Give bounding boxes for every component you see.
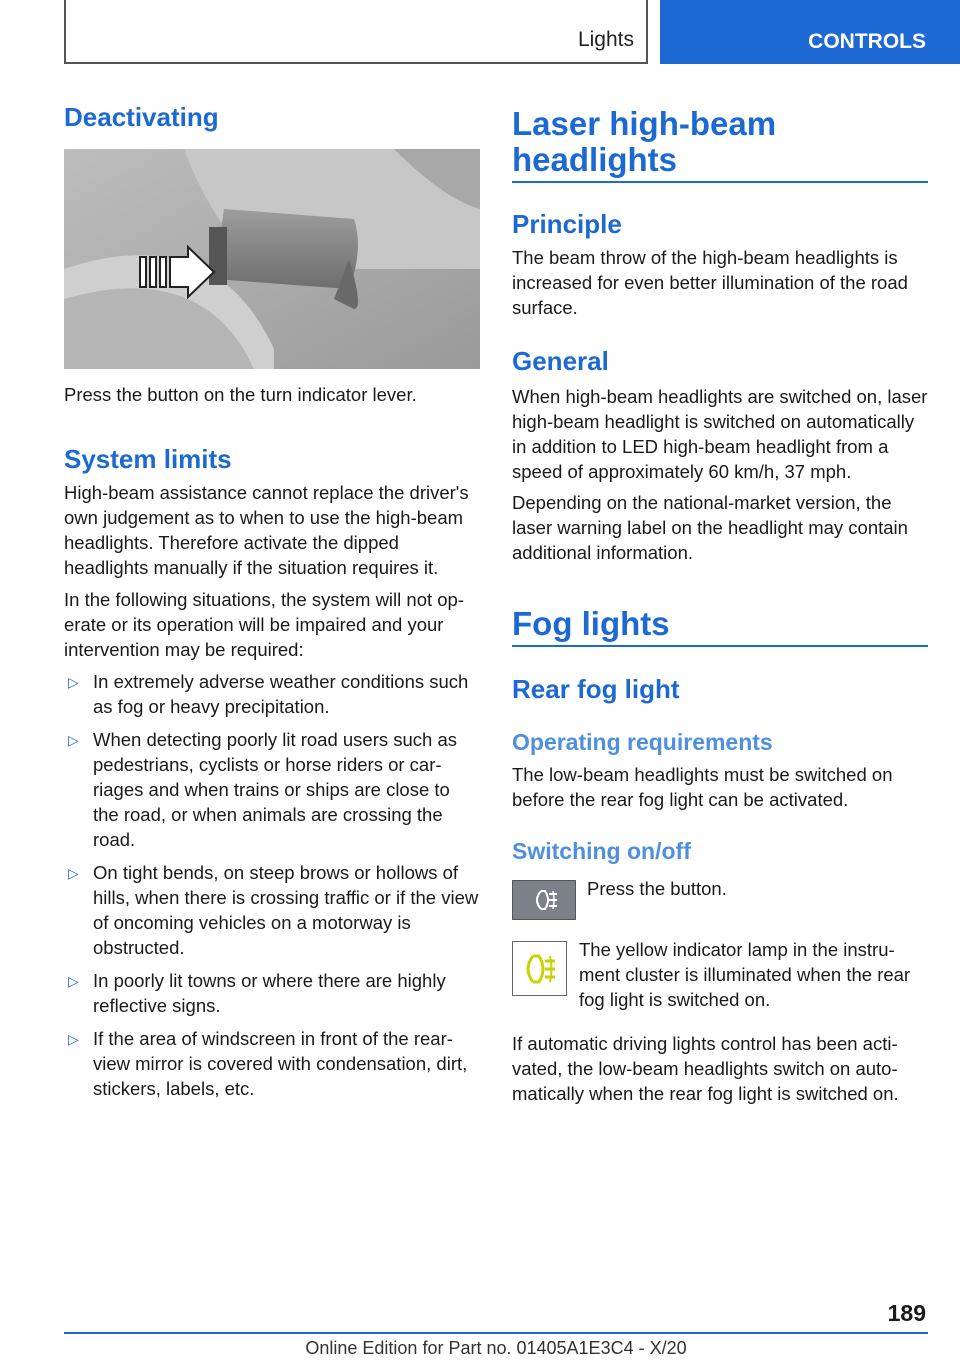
turn-indicator-lever-illustration xyxy=(64,149,480,369)
footer-rule xyxy=(64,1332,928,1334)
laser-high-beam-heading-line1: Laser high-beam xyxy=(512,105,777,142)
header-chapter-tab: CONTROLS xyxy=(660,0,960,64)
indicator-text: The yellow indicator lamp in the instrument cluster is illuminated when the rear fog light is switched on. xyxy=(579,939,911,1010)
triangle-bullet-icon: ▷ xyxy=(68,1031,79,1047)
list-item: ▷ In poorly lit towns or where there are highly reflective signs. xyxy=(68,970,446,1016)
list-item: ▷ In extremely adverse weather conditions such as fog or heavy precipitation. xyxy=(68,671,469,717)
operating-requirements-text: The low-beam headlights must be switched on before the rear fog light can be activated. xyxy=(512,764,893,810)
deactivating-text: Press the button on the turn indicator lever. xyxy=(64,384,417,405)
switching-text: Press the button. xyxy=(587,878,727,899)
deactivating-heading: Deactivating xyxy=(64,102,219,132)
system-limits-paragraph-2: In the following situations, the system will not operate or its operation will be impaired and your intervention may be required: xyxy=(64,589,465,660)
principle-text: The beam throw of the high-beam headlights is increased for even better illumination of the road surface. xyxy=(512,247,908,318)
page-number: 189 xyxy=(887,1300,926,1326)
rear-fog-indicator-lamp xyxy=(512,941,567,996)
footer-edition: Online Edition for Part no. 01405A1E3C4 - X/20 xyxy=(305,1338,687,1358)
system-limits-heading: System limits xyxy=(64,444,232,474)
rear-fog-light-button xyxy=(512,880,576,920)
fog-lights-heading: Fog lights xyxy=(512,605,670,642)
triangle-bullet-icon: ▷ xyxy=(68,973,79,989)
automatic-lights-text: If automatic driving lights control has been activated, the low-beam headlights switch on automatically when the rear fog light is switched on. xyxy=(512,1033,899,1104)
system-limits-bullet-list xyxy=(64,669,480,1109)
header-section-label: Lights xyxy=(577,28,634,51)
general-heading: General xyxy=(512,346,609,376)
system-limits-paragraph-1: High-beam assistance cannot replace the driver's own judgement as to when to use the high-beam headlights. Therefore activate the dipped headlights manually if the situation requires it. xyxy=(64,482,469,578)
triangle-bullet-icon: ▷ xyxy=(68,865,79,881)
rear-fog-light-heading: Rear fog light xyxy=(512,674,680,704)
header-section-box xyxy=(64,0,648,64)
rear-fog-light-icon xyxy=(513,881,575,919)
rear-fog-indicator-icon xyxy=(513,942,566,995)
heading-rule xyxy=(512,645,928,647)
general-paragraph-1: When high-beam headlights are switched on, laser high-beam headlight is switched on automatically in addition to LED high-beam headlight from a speed of approximately 60 km/h, 37 mph. xyxy=(512,386,928,482)
principle-heading: Principle xyxy=(512,209,622,239)
list-item: ▷ If the area of windscreen in front of the rear-view mirror is covered with condensation, dirt, stickers, labels, etc. xyxy=(68,1028,468,1099)
triangle-bullet-icon: ▷ xyxy=(68,674,79,690)
general-paragraph-2: Depending on the national-market version, the laser warning label on the headlight may contain additional information. xyxy=(512,492,908,563)
list-item: ▷ When detecting poorly lit road users such as pedestrians, cyclists or horse riders or carriages and when trains or ships are close to the road, or when animals are crossing the road. xyxy=(68,729,458,850)
laser-high-beam-heading-line2: headlights xyxy=(512,141,678,178)
heading-rule xyxy=(512,181,928,183)
list-item: ▷ On tight bends, on steep brows or hollows of hills, when there is crossing traffic or if the view of oncoming vehicles on a motorway is obstructed. xyxy=(68,862,479,958)
switching-heading: Switching on/off xyxy=(512,838,691,864)
triangle-bullet-icon: ▷ xyxy=(68,732,79,748)
operating-requirements-heading: Operating requirements xyxy=(512,729,773,755)
